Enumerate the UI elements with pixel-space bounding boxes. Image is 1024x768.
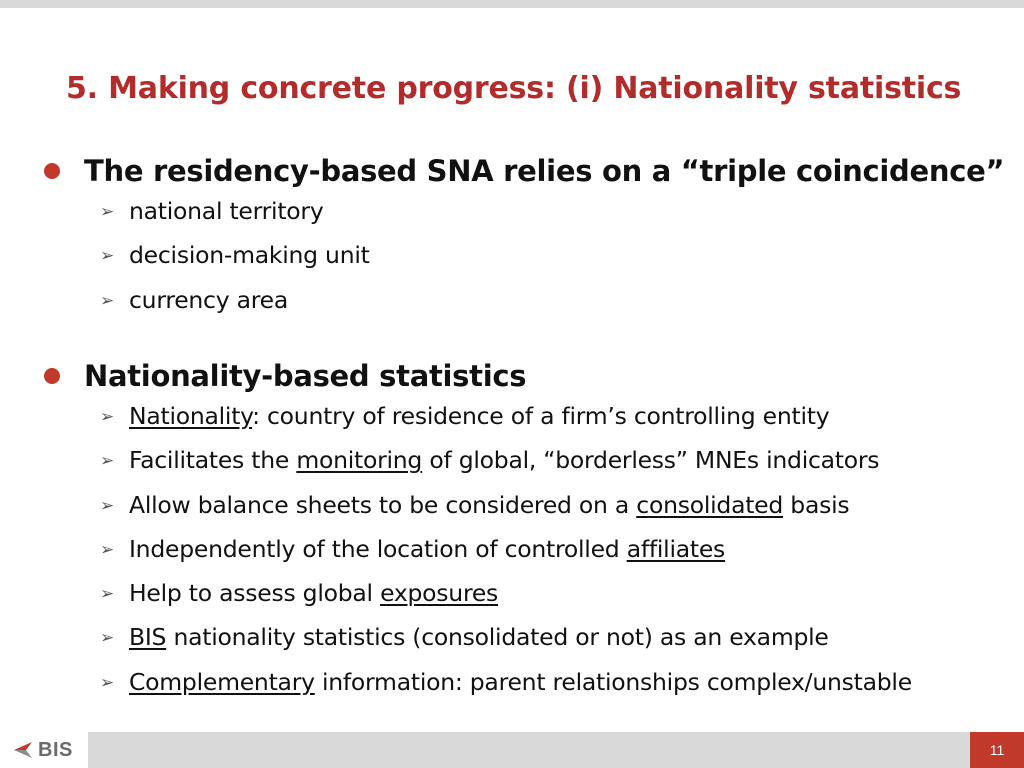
top-bar xyxy=(0,0,1024,8)
list-item xyxy=(0,662,1024,706)
underlined-term: consolidated xyxy=(636,490,784,519)
list-item xyxy=(0,529,1024,573)
section-residency xyxy=(0,151,1024,324)
list-item-text: BIS nationality statistics (consolidated or not) as an example xyxy=(129,623,829,652)
sub-list xyxy=(0,396,1024,706)
section-heading-row xyxy=(0,151,1024,191)
underlined-term: Complementary xyxy=(129,667,315,696)
arrow-right-icon: ➢ xyxy=(100,495,115,516)
bis-logo xyxy=(12,736,73,764)
underlined-term: BIS xyxy=(129,623,167,652)
bis-logo-icon xyxy=(12,739,34,761)
list-item-text: Facilitates the monitoring of global, “borderless” MNEs indicators xyxy=(129,446,880,475)
underlined-term: affiliates xyxy=(626,534,726,563)
arrow-right-icon: ➢ xyxy=(100,202,115,222)
arrow-right-icon: ➢ xyxy=(100,407,115,427)
section-heading: The residency-based SNA relies on a “triple coincidence” xyxy=(84,154,1005,188)
logo-text: BIS xyxy=(38,738,73,761)
sub-list xyxy=(0,191,1024,324)
arrow-right-icon: ➢ xyxy=(100,539,115,560)
slide-title: 5. Making concrete progress: (i) Nationality statistics xyxy=(66,71,962,106)
list-item-text: Complementary information: parent relationships complex/unstable xyxy=(129,667,912,696)
arrow-right-icon: ➢ xyxy=(100,246,115,267)
list-item-text: currency area xyxy=(129,285,289,314)
list-item-text: decision-making unit xyxy=(129,241,370,270)
underlined-term: exposures xyxy=(380,579,499,608)
section-heading: Nationality-based statistics xyxy=(84,359,527,393)
list-item-text: Help to assess global exposures xyxy=(129,579,499,608)
list-item xyxy=(0,191,1024,235)
list-item xyxy=(0,573,1024,617)
arrow-right-icon: ➢ xyxy=(100,584,115,605)
list-item xyxy=(0,440,1024,484)
underlined-term: Nationality xyxy=(129,402,253,430)
list-item xyxy=(0,235,1024,279)
footer-bar xyxy=(88,732,1024,768)
list-item xyxy=(0,396,1024,440)
list-item xyxy=(0,280,1024,324)
list-item xyxy=(0,485,1024,529)
arrow-right-icon: ➢ xyxy=(100,628,115,649)
bullet-dot-icon xyxy=(44,163,60,179)
list-item-text: national territory xyxy=(129,197,324,225)
underlined-term: monitoring xyxy=(296,446,423,475)
bullet-dot-icon xyxy=(44,368,60,384)
list-item-text: Allow balance sheets to be considered on a consolidated basis xyxy=(129,490,850,519)
arrow-right-icon: ➢ xyxy=(100,290,115,311)
list-item-text: Independently of the location of controlled affiliates xyxy=(129,534,726,563)
list-item-text: Nationality: country of residence of a firm’s controlling entity xyxy=(129,402,830,430)
section-nationality xyxy=(0,356,1024,706)
page-number: 11 xyxy=(970,732,1024,768)
list-item xyxy=(0,617,1024,661)
arrow-right-icon: ➢ xyxy=(100,672,115,693)
section-heading-row xyxy=(0,356,1024,396)
arrow-right-icon: ➢ xyxy=(100,451,115,472)
